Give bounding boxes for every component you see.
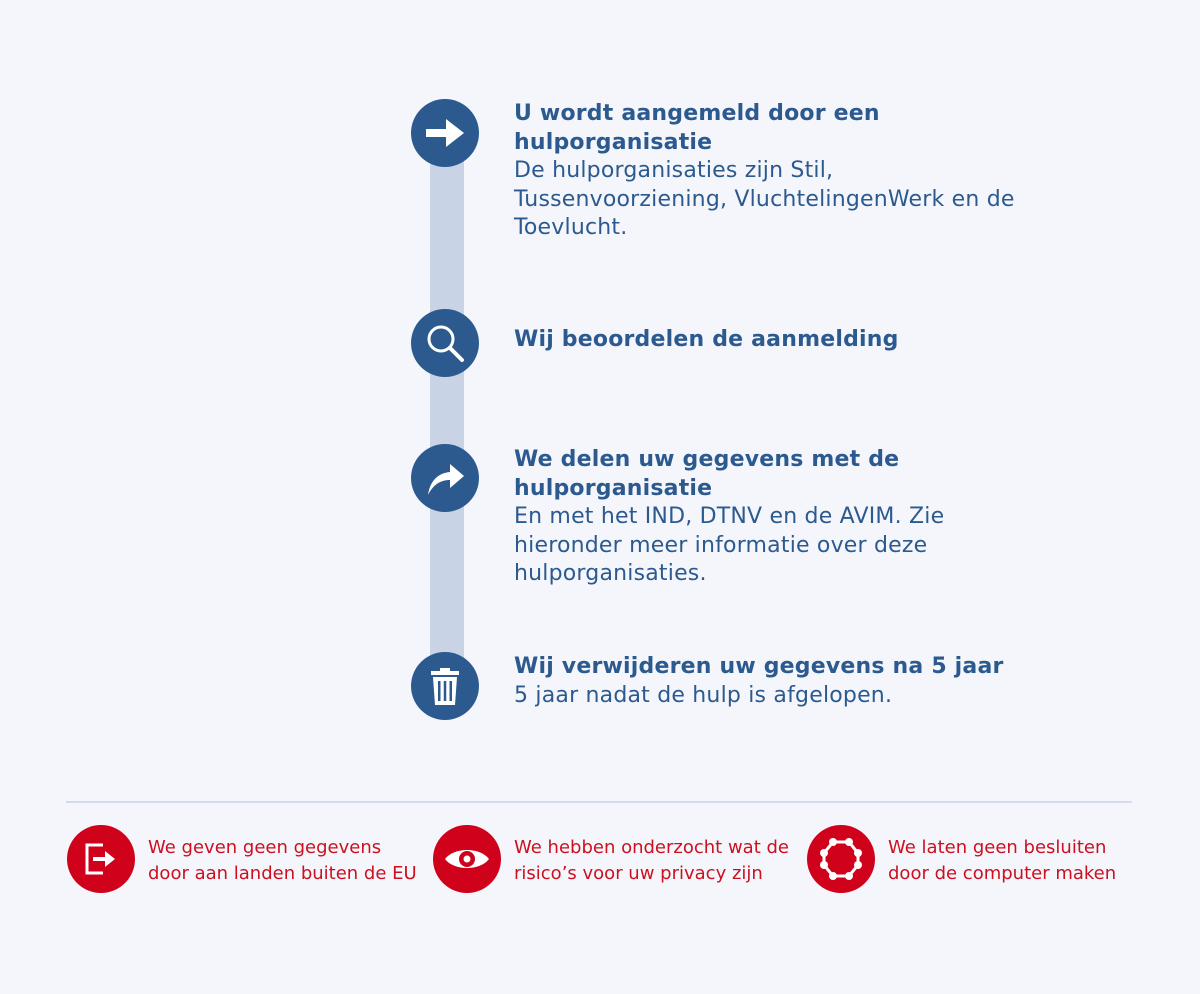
search-icon bbox=[411, 309, 479, 377]
step-description: 5 jaar nadat de hulp is afgelopen. bbox=[514, 682, 893, 708]
step-title: We delen uw gegevens met de hulporganisatie bbox=[514, 447, 900, 501]
step-3 bbox=[514, 446, 1074, 589]
timeline-bar bbox=[430, 150, 464, 690]
step-4 bbox=[514, 653, 1074, 710]
arrow-right-icon bbox=[411, 99, 479, 167]
step-title: U wordt aangemeld door een hulporganisatie bbox=[514, 101, 880, 155]
privacy-text: We hebben onderzocht wat de risico’s voor uw privacy zijn bbox=[514, 837, 789, 884]
privacy-text: We geven geen gegevens door aan landen buiten de EU bbox=[148, 837, 417, 884]
divider bbox=[66, 801, 1132, 803]
network-icon bbox=[807, 825, 875, 893]
step-description: En met het IND, DTNV en de AVIM. Zie hieronder meer informatie over deze hulporganisaties. bbox=[514, 504, 945, 586]
step-2 bbox=[514, 326, 1074, 355]
export-icon bbox=[67, 825, 135, 893]
share-icon bbox=[411, 444, 479, 512]
eye-icon bbox=[433, 825, 501, 893]
step-description: De hulporganisaties zijn Stil, Tussenvoorziening, VluchtelingenWerk en de Toevlucht. bbox=[514, 158, 1015, 240]
trash-icon bbox=[411, 652, 479, 720]
step-1 bbox=[514, 100, 1074, 243]
privacy-text: We laten geen besluiten door de computer maken bbox=[888, 837, 1117, 884]
step-title: Wij verwijderen uw gegevens na 5 jaar bbox=[514, 654, 1004, 679]
step-title: Wij beoordelen de aanmelding bbox=[514, 327, 899, 352]
